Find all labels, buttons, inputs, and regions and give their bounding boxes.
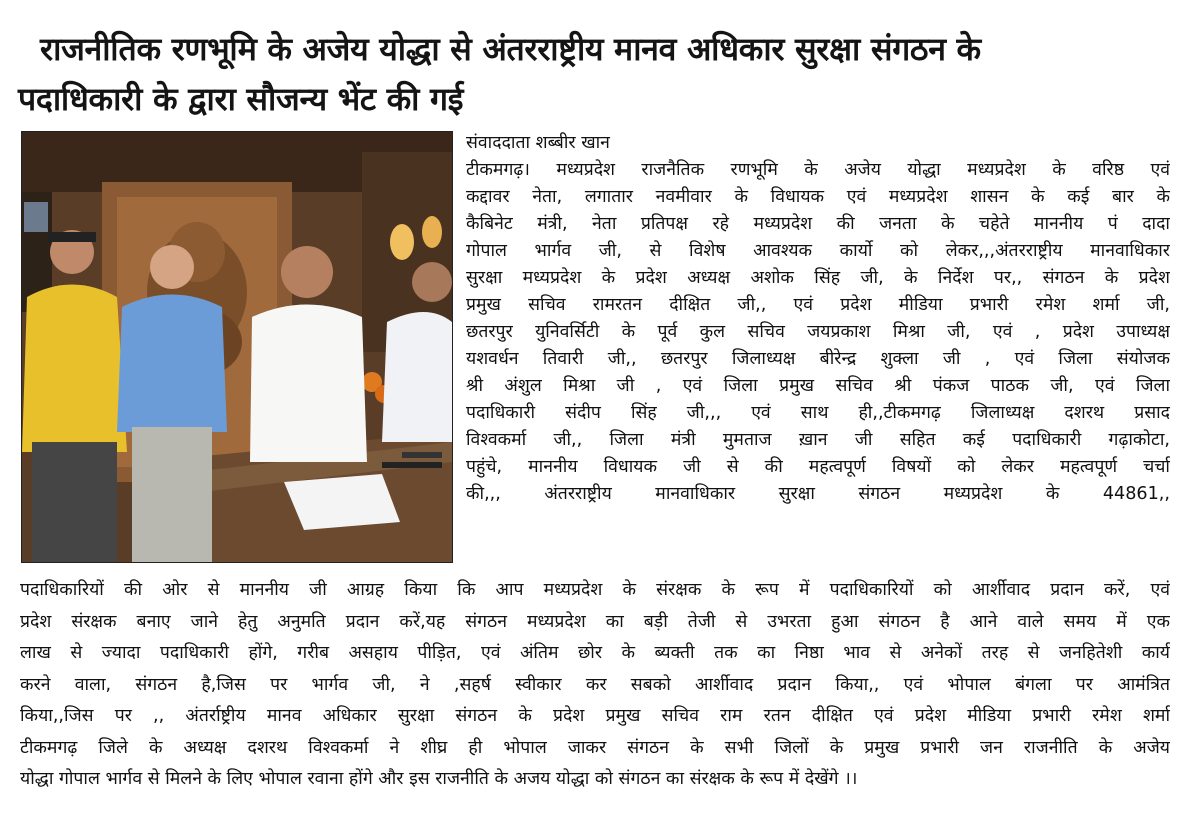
article-line: प्रमुख सचिव रामरतन दीक्षित जी,, एवं प्रदेश मीडिया प्रभारी रमेश शर्मा जी,	[466, 295, 1170, 315]
article-column	[466, 130, 1170, 508]
article-line: करने वाला, संगठन है,जिस पर भार्गव जी, ने ,सहर्ष स्वीकार कर सबको आर्शीवाद प्रदान किया,, एवं भोपाल बंगला पर आमंत्रित	[20, 674, 1170, 695]
article-full-width	[20, 575, 1170, 796]
article-line: छतरपुर युनिवर्सिटी के पूर्व कुल सचिव जयप्रकाश मिश्रा जी, एवं , प्रदेश उपाध्यक्ष	[466, 322, 1170, 342]
article-line: योद्धा गोपाल भार्गव से मिलने के लिए भोपाल रवाना होंगे और इस राजनीति के अजय योद्धा को संगठन का संरक्षक के रूप में देखेंगे ।।	[20, 769, 858, 789]
article-line: प्रदेश संरक्षक बनाए जाने हेतु अनुमति प्रदान करें,यह संगठन मध्यप्रदेश का बड़ी तेजी से उभरता हुआ संगठन है आने वाले समय में एक	[20, 611, 1170, 632]
headline-line-2: पदाधिकारी के द्वारा सौजन्य भेंट की गई	[18, 80, 464, 118]
article-line: कैबिनेट मंत्री, नेता प्रतिपक्ष रहे मध्यप्रदेश की जनता के चहेते माननीय पं दादा	[466, 214, 1170, 234]
article-line: यशवर्धन तिवारी जी,, छतरपुर जिलाध्यक्ष बीरेन्द्र शुक्ला जी , एवं जिला संयोजक	[466, 349, 1170, 369]
article-line: पहुंचे, माननीय विधायक जी से की महत्वपूर्ण विषयों को लेकर महत्वपूर्ण चर्चा	[466, 457, 1170, 477]
article-line: पदाधिकारी संदीप सिंह जी,,, एवं साथ ही,,टीकमगढ़ जिलाध्यक्ष दशरथ प्रसाद	[466, 403, 1170, 423]
headline	[18, 24, 1178, 124]
article-line: की,,, अंतरराष्ट्रीय मानवाधिकार सुरक्षा संगठन मध्यप्रदेश के 44861,,	[466, 484, 1170, 504]
article-line: टीकमगढ़। मध्यप्रदेश राजनैतिक रणभूमि के अजेय योद्धा मध्यप्रदेश के वरिष्ठ एवं	[466, 160, 1170, 180]
article-line: टीकमगढ़ जिले के अध्यक्ष दशरथ विश्वकर्मा ने शीघ्र ही भोपाल जाकर संगठन के सभी जिलों के प्रमुख प्रभारी जन राजनीति के अजेय	[20, 737, 1170, 758]
article-line: कद्दावर नेता, लगातार नवमीवार के विधायक एवं मध्यप्रदेश शासन के कई बार के	[466, 187, 1170, 207]
article-line: लाख से ज्यादा पदाधिकारी होंगे, गरीब असहाय पीड़ित, एवं अंतिम छोर के ब्यक्ती तक का निष्ठा भाव से अनेकों तरह से जनहितेशी कार्य	[20, 643, 1170, 663]
news-photo	[21, 131, 453, 563]
article-line: गोपाल भार्गव जी, से विशेष आवश्यक कार्यो को लेकर,,,अंतरराष्ट्रीय मानवाधिकार	[466, 241, 1170, 261]
article-line: पदाधिकारियों की ओर से माननीय जी आग्रह किया कि आप मध्यप्रदेश के संरक्षक के रूप में पदाधिकारियों को आर्शीवाद प्रदान करें, एवं	[20, 580, 1170, 600]
byline: संवाददाता शब्बीर खान	[466, 133, 610, 153]
article-line: विश्वकर्मा जी,, जिला मंत्री मुमताज ख़ान जी सहित कई पदाधिकारी गढ़ाकोटा,	[466, 430, 1170, 450]
article-line: सुरक्षा मध्यप्रदेश के प्रदेश अध्यक्ष अशोक सिंह जी, के निर्देश पर,, संगठन के प्रदेश	[466, 268, 1170, 288]
article-line: श्री अंशुल मिश्रा जी , एवं जिला प्रमुख सचिव श्री पंकज पाठक जी, एवं जिला	[466, 376, 1170, 396]
article-line: किया,,जिस पर ,, अंतर्राष्ट्रीय मानव अधिकार सुरक्षा संगठन के प्रदेश प्रमुख सचिव राम रतन दीक्षित एवं प्रदेश मीडिया प्रभारी रमेश शर्मा	[20, 706, 1170, 726]
headline-line-1: राजनीतिक रणभूमि के अजेय योद्धा से अंतरराष्ट्रीय मानव अधिकार सुरक्षा संगठन के	[40, 30, 981, 68]
